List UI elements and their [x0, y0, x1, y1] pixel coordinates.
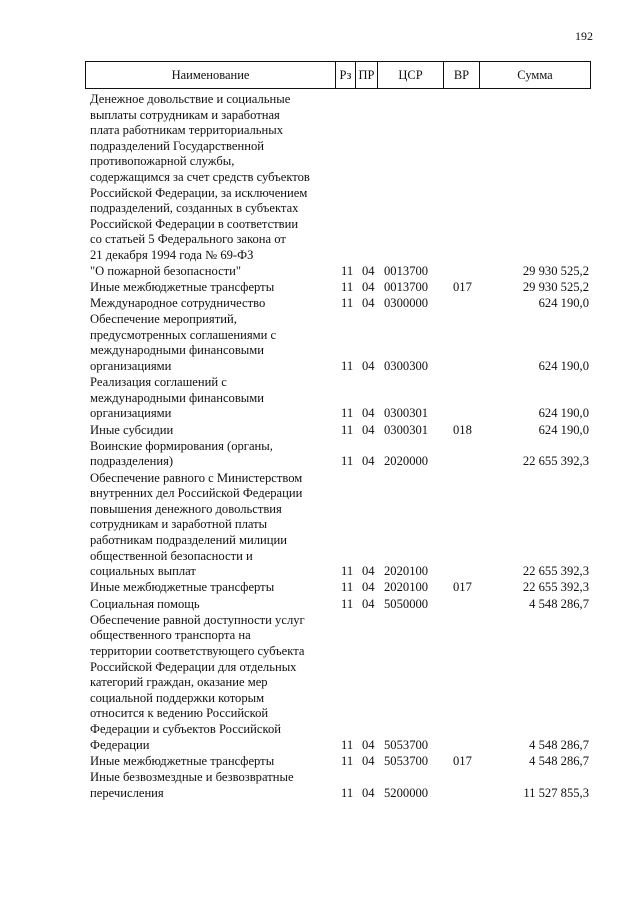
table-row [0, 613, 640, 753]
row-rz: 11 [341, 737, 354, 752]
row-name-line: содержащимся за счет средств субъектов [90, 169, 310, 184]
row-csr: 0300000 [384, 296, 429, 310]
row-name [90, 423, 340, 439]
row-sum: 29 930 525,2 [522, 263, 589, 278]
row-pr: 04 [362, 785, 375, 800]
header-rz: Рз [336, 62, 356, 88]
row-pr: 04 [362, 753, 375, 768]
row-name-line: работникам подразделений милиции [90, 532, 287, 547]
row-sum: 22 655 392,3 [522, 564, 589, 579]
row-name-line: международными финансовыми [90, 343, 264, 358]
header-pr: ПР [356, 62, 378, 88]
row-name-line: организациями [90, 406, 172, 421]
row-name [90, 92, 340, 279]
row-name-line: Российской Федерации для отдельных [90, 659, 297, 674]
row-name-line: плата работникам территориальных [90, 123, 284, 138]
row-name-line: со статьей 5 Федерального закона от [90, 232, 286, 247]
row-sum: 11 527 855,3 [523, 785, 589, 800]
row-csr: 0300301 [384, 406, 429, 421]
row-name-line: Воинские формирования (органы, [90, 438, 273, 453]
row-sum: 4 548 286,7 [529, 737, 589, 752]
table-row [0, 92, 640, 279]
row-pr: 04 [362, 422, 375, 437]
table-row [0, 375, 640, 422]
row-name [90, 280, 340, 296]
row-name [90, 597, 340, 613]
row-name-line: внутренних дел Российской Федерации [90, 486, 303, 501]
row-name-line: Федерации и субъектов Российской [90, 721, 282, 736]
row-name-line: Российской Федерации, за исключением [90, 185, 308, 200]
table-row [0, 439, 640, 470]
row-rz: 11 [341, 279, 354, 294]
row-name-line: общественной безопасности и [90, 548, 253, 563]
row-pr: 04 [362, 406, 375, 421]
row-rz: 11 [341, 564, 354, 579]
row-sum: 624 190,0 [538, 406, 589, 421]
header-csr: ЦСР [378, 62, 444, 88]
row-name-line: Обеспечение равной доступности услуг [90, 612, 305, 627]
row-name-line: категорий граждан, оказание мер [90, 675, 268, 690]
row-name-line: Российской Федерации в соответствии [90, 216, 299, 231]
row-name [90, 471, 340, 580]
row-name-line: подразделений Государственной [90, 138, 265, 153]
row-name-line: Социальная помощь [90, 596, 200, 611]
row-rz: 11 [341, 263, 354, 278]
row-csr: 5200000 [384, 785, 429, 800]
row-name [90, 296, 340, 312]
row-name-line: подразделений, созданных в субъектах [90, 201, 299, 216]
row-pr: 04 [362, 296, 375, 310]
row-rz: 11 [341, 785, 354, 800]
row-name-line: сотрудникам и заработной платы [90, 517, 268, 532]
row-vr: 017 [453, 279, 472, 294]
row-name-line: "О пожарной безопасности" [90, 263, 242, 278]
row-csr: 5050000 [384, 596, 429, 611]
row-csr: 5053700 [384, 737, 429, 752]
header-name: Наименование [86, 62, 336, 88]
row-rz: 11 [341, 753, 354, 768]
row-name-line: предусмотренных соглашениями с [90, 327, 277, 342]
row-name-line: Иные субсидии [90, 422, 174, 437]
row-name-line: Иные межбюджетные трансферты [90, 753, 275, 768]
row-name-line: противопожарной службы, [90, 154, 235, 169]
row-name-line: Иные межбюджетные трансферты [90, 580, 275, 595]
row-csr: 2020100 [384, 580, 429, 595]
row-sum: 22 655 392,3 [522, 580, 589, 595]
row-rz: 11 [341, 596, 354, 611]
row-sum: 4 548 286,7 [529, 753, 589, 768]
row-pr: 04 [362, 279, 375, 294]
header-vr: ВР [444, 62, 480, 88]
row-name-line: выплаты сотрудникам и заработная [90, 107, 280, 122]
row-name-line: Международное сотрудничество [90, 296, 266, 310]
row-name-line: организациями [90, 358, 172, 373]
row-vr: 018 [453, 422, 472, 437]
row-name-line: социальных выплат [90, 564, 196, 579]
table-row [0, 280, 640, 296]
table-row [0, 423, 640, 439]
row-pr: 04 [362, 737, 375, 752]
row-name-line: международными финансовыми [90, 390, 264, 405]
table-row [0, 580, 640, 596]
row-csr: 0013700 [384, 279, 429, 294]
row-name-line: общественного транспорта на [90, 628, 251, 643]
table-row [0, 754, 640, 770]
row-vr: 017 [453, 580, 472, 595]
row-name-line: повышения денежного довольствия [90, 501, 282, 516]
row-name [90, 580, 340, 596]
table-header [85, 61, 591, 89]
row-rz: 11 [341, 422, 354, 437]
table-row [0, 312, 640, 374]
row-name-line: относится к ведению Российской [90, 706, 269, 721]
row-pr: 04 [362, 596, 375, 611]
row-name [90, 375, 340, 422]
row-name-line: Обеспечение равного с Министерством [90, 470, 303, 485]
row-name [90, 312, 340, 374]
row-pr: 04 [362, 454, 375, 469]
row-name-line: Иные межбюджетные трансферты [90, 279, 275, 294]
table-row [0, 770, 640, 801]
row-rz: 11 [341, 358, 354, 373]
table-row [0, 471, 640, 580]
row-name-line: подразделения) [90, 454, 174, 469]
row-rz: 11 [341, 454, 354, 469]
header-sum: Сумма [517, 68, 553, 82]
row-name-line: территории соответствующего субъекта [90, 643, 305, 658]
row-vr: 017 [453, 753, 472, 768]
row-sum: 624 190,0 [538, 422, 589, 437]
page-number: 192 [575, 29, 593, 43]
row-sum: 624 190,0 [538, 358, 589, 373]
row-name-line: социальной поддержки которым [90, 690, 265, 705]
row-name-line: Обеспечение мероприятий, [90, 312, 237, 327]
row-sum: 22 655 392,3 [522, 454, 589, 469]
row-name-line: перечисления [90, 785, 164, 800]
table-row [0, 296, 640, 312]
row-pr: 04 [362, 564, 375, 579]
row-rz: 11 [341, 406, 354, 421]
row-sum: 4 548 286,7 [529, 596, 589, 611]
row-csr: 0300301 [384, 422, 429, 437]
table-row [0, 597, 640, 613]
row-csr: 2020000 [384, 454, 429, 469]
row-name [90, 770, 340, 801]
row-rz: 11 [341, 580, 354, 595]
row-name [90, 613, 340, 753]
row-csr: 5053700 [384, 753, 429, 768]
row-name-line: 21 декабря 1994 года № 69-ФЗ [90, 247, 254, 262]
row-pr: 04 [362, 580, 375, 595]
row-name-line: Иные безвозмездные и безвозвратные [90, 770, 294, 784]
row-name [90, 754, 340, 770]
row-pr: 04 [362, 358, 375, 373]
row-pr: 04 [362, 263, 375, 278]
row-name-line: Реализация соглашений с [90, 375, 227, 390]
row-name-line: Федерации [90, 737, 150, 752]
row-rz: 11 [341, 296, 354, 310]
row-sum: 29 930 525,2 [522, 279, 589, 294]
row-csr: 2020100 [384, 564, 429, 579]
row-name [90, 439, 340, 470]
row-csr: 0300300 [384, 358, 429, 373]
row-sum: 624 190,0 [538, 296, 589, 310]
row-name-line: Денежное довольствие и социальные [90, 92, 291, 106]
row-csr: 0013700 [384, 263, 429, 278]
